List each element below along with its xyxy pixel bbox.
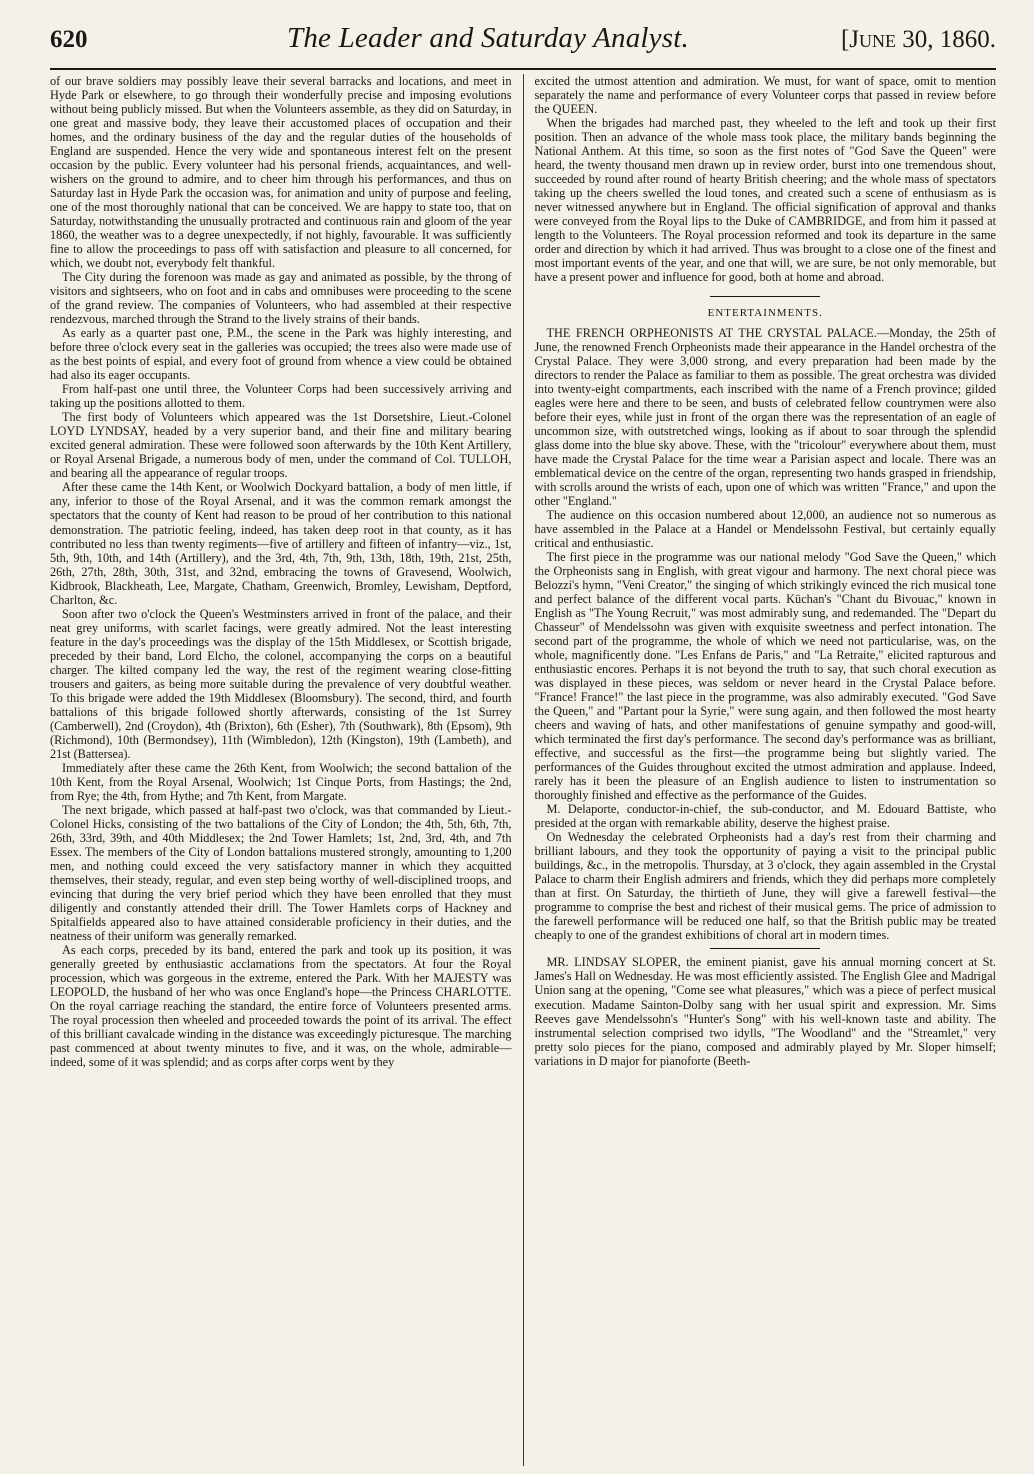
- paragraph: The City during the forenoon was made as gay and animated as possible, by the throng of visitors and sightseers, who on foot and in cabs and omnibuses were proceeding to the scene of the grand review. The companies of Volunteers, who had assembled at their respective rendezvous, marched through the Strand to the lively strains of their bands.: [50, 270, 512, 327]
- section-heading: ENTERTAINMENTS.: [707, 307, 823, 320]
- section-divider: [710, 948, 820, 949]
- paragraph: As each corps, preceded by its band, entered the park and took up its position, it was generally greeted by enthusiastic acclamations from the spectators. At four the Royal procession, which was gorgeous in the extreme, entered the Park. With her MAJESTY was LEOPOLD, the husband of her who was once England's hope—the Princess CHARLOTTE. On the royal carriage reaching the standard, the entire force of Volunteers presented arms. The royal procession then wheeled and proceeded towards the point of its arrival. The effect of this brilliant cavalcade winding in the distance was exceedingly picturesque. The marching past commenced at about twenty minutes to five, and it was, on the whole, admirable—indeed, some of it was splendid; and as corps after corps went by they: [50, 942, 512, 1070]
- paragraph: The next brigade, which passed at half-past two o'clock, was that commanded by Lieut.-Colonel Hicks, consisting of the two battalions of the City of London; the 4th, 5th, 6th, 7th, 26th, 33rd, 39th, and 40th Middlesex; the 2nd Tower Hamlets; 1st, 2nd, 3rd, 4th, and 7th Essex. The members of the City of London battalions mustered strongly, amounting to 1,200 men, and nothing could exceed the very satisfactory manner in which they acquitted themselves, their steady, regular, and even step being worthy of well-disciplined troops, and evincing that during the very brief period which they have been enrolled that they must diligently and constantly attended their drill. The Tower Hamlets corps of Hackney and Spitalfields appeared also to have attained considerable proficiency in their duties, and the neatness of their uniform was generally remarked.: [50, 802, 512, 943]
- paragraph: When the brigades had marched past, they wheeled to the left and took up their first position. Then an advance of the whole mass took place, the military bands beginning the National Anthem. At this time, so soon as the first notes of "God Save the Queen" were heard, the twenty thousand men drawn up in review order, burst into one tremendous shout, succeeded by round after round of hearty British cheering; and the whole mass of spectators taking up the cheers swelled the loud tones, and created such a scene of enthusiasm as is never witnessed anywhere but in England. The official signification of approval and thanks were conveyed from the Royal lips to the Duke of CAMBRIDGE, and from him it passed at length to the Volunteers. The Royal procession reformed and took its departure in the same order and direction by which it had arrived. Thus was brought to a close one of the finest and most important events of the year, and one that will, we are sure, be not only memorable, but have a present power and influence for good, both at home and abroad.: [534, 116, 996, 285]
- paragraph: After these came the 14th Kent, or Woolwich Dockyard battalion, a body of men little, if any, inferior to those of the Royal Arsenal, and it was the common remark amongst the spectators that the county of Kent had reason to be proud of her contribution to this national demonstration. The patriotic feeling, indeed, has taken deep root in that county, as it has contributed no less than twenty regiments—five of artillery and fifteen of infantry—viz., 1st, 5th, 9th, 10th, and 14th (Artillery), and the 3rd, 4th, 7th, 9th, 13th, 18th, 19th, 21st, 25th, 26th, 27th, 28th, 30th, 31st, and 32nd, embracing the towns of Gravesend, Woolwich, Kidbrook, Blackheath, Lee, Margate, Chatham, Greenwich, Bromley, Lewisham, Deptford, Charlton, &c.: [50, 480, 512, 607]
- paragraph: M. Delaporte, conductor-in-chief, the sub-conductor, and M. Edouard Battiste, who presided at the organ with remarkable ability, deserve the highest praise.: [534, 802, 996, 831]
- page-header: [50, 22, 996, 70]
- paragraph: On Wednesday the celebrated Orpheonists had a day's rest from their charming and brilliant labours, and they took the opportunity of paying a visit to the principal public buildings, &c., in the metropolis. Thursday, at 3 o'clock, they again assembled in the Crystal Palace to charm their English admirers and friends, which they did perhaps more completely than at first. On Saturday, the thirtieth of June, they will give a farewell festival—the programme to comprise the best and richest of their musical gems. The price of admission to the farewell performance will be reduced one half, so that the British public may be treated cheaply to one of the grandest exhibitions of choral art in modern times.: [534, 830, 996, 943]
- paragraph: Soon after two o'clock the Queen's Westminsters arrived in front of the palace, and their neat grey uniforms, with scarlet facings, were greatly admired. Not the least interesting feature in the day's proceedings was the display of the 15th Middlesex, or Scottish brigade, preceded by their band, Lord Elcho, the colonel, accompanying the corps on a beautiful charger. The kilted company led the way, the rest of the regiment wearing close-fitting trousers and gaiters, as being more suitable during the prevalence of very doubtful weather. To this brigade were added the 19th Middlesex (Bloomsbury). The second, third, and fourth battalions of this brigade followed shortly afterwards, consisting of the 1st Surrey (Camberwell), 2nd (Croydon), 4th (Brixton), 6th (Esher), 7th (Southwark), 8th (Epsom), 9th (Richmond), 10th (Bermondsey), 11th (Wimbledon), 12th (Kingston), 19th (Lambeth), and 21st (Battersea).: [50, 606, 512, 761]
- running-title: The Leader and Saturday Analyst.: [287, 22, 689, 54]
- paragraph: From half-past one until three, the Volunteer Corps had been successively arriving and taking up the positions allotted to them.: [50, 382, 512, 411]
- paragraph: THE FRENCH ORPHEONISTS AT THE CRYSTAL PALACE.—Monday, the 25th of June, the renowned French Orpheonists made their appearance in the Handel orchestra of the Crystal Palace. They were 3,000 strong, and every preparation had been made by the directors to render the Palace as familiar to them as possible. The great orchestra was divided into twenty-eight compartments, each inscribed with the name of a French province; gilded eagles were here and there to be seen, and busts of celebrated fellow countrymen were also before their eyes, while just in front of the organ there was the representation of an eagle of uncommon size, with outstretched wings, looking as if about to soar through the splendid glass dome into the blue sky above. These, with the "tricolour" everywhere about them, must have made the Crystal Palace for the time wear a Parisian aspect and locale. There was an emblematical device on the centre of the organ, representing two hands grasped in friendship, with scrolls around the wrists of each, upon one of which was written "France," and upon the other "England.": [534, 325, 996, 508]
- paragraph: As early as a quarter past one, P.M., the scene in the Park was highly interesting, and before three o'clock every seat in the galleries was occupied; the trees also were made use of as the best points of espial, and every foot of ground from whence a view could be obtained had also its eager occupants.: [50, 326, 512, 383]
- paragraph: of our brave soldiers may possibly leave their several barracks and locations, and meet in Hyde Park or elsewhere, to go through their wonderfully precise and imposing evolutions without being publicly missed. But when the Volunteers assemble, as they did on Saturday, in one great and massive body, they leave their accustomed places of occupation and their homes, and the ordinary business of the day and the regular duties of the households of England are suspended. Hence the very wide and spontaneous interest felt on the present occasion by the public. Every volunteer had his personal friends, acquaintances, and well-wishers on the ground to admire, and to cheer him through his performances, and thus on Saturday last in Hyde Park the occasion was, for animation and unity of purpose and feeling, one of the most thoroughly national that can be conceived. We are happy to state too, that on Saturday, notwithstanding the unusually protracted and continuous rain and gloom of the year 1860, the weather was to a degree unexpectedly, if not highly, favourable. It was sufficiently fine to allow the proceedings to pass off with satisfaction and pleasure to all concerned, for which, we doubt not, everybody felt thankful.: [50, 74, 512, 271]
- article-columns: [50, 74, 996, 1466]
- paragraph: The first body of Volunteers which appeared was the 1st Dorsetshire, Lieut.-Colonel LOYD LYNDSAY, headed by a very superior band, and their fine and military bearing excited general admiration. These were followed soon afterwards by the 10th Kent Artillery, or Royal Arsenal Brigade, a numerous body of men, under the command of Col. TULLOH, and bearing all the appearance of regular troops.: [50, 410, 512, 481]
- paragraph: Immediately after these came the 26th Kent, from Woolwich; the second battalion of the 10th Kent, from the Royal Arsenal, Woolwich; 1st Cinque Ports, from Hastings; the 2nd, from Rye; the 4th, from Hythe; and 7th Kent, from Margate.: [50, 760, 512, 803]
- right-column: [523, 74, 997, 1466]
- left-column: [50, 74, 523, 1466]
- paragraph: The audience on this occasion numbered about 12,000, an audience not so numerous as have assembled in the Palace at a Handel or Mendelssohn Festival, but certainly equally critical and enthusiastic.: [534, 507, 996, 550]
- page-number: 620: [50, 26, 88, 53]
- paragraph: MR. LINDSAY SLOPER, the eminent pianist, gave his annual morning concert at St. James's Hall on Wednesday. He was most efficiently assisted. The English Glee and Madrigal Union sang at the opening, "Come see what pleasures," which was a piece of perfect musical execution. Madame Sainton-Dolby sang with her usual spirit and expression. Mr. Sims Reeves gave Mendelssohn's "Hunter's Song" with his well-known taste and ability. The instrumental selection comprised two idylls, "The Woodland" and the "Streamlet," very pretty solo pieces for the piano, composed and admirably played by Mr. Sloper himself; variations in D major for pianoforte (Beeth-: [534, 955, 996, 1068]
- issue-date: [June 30, 1860.: [840, 26, 996, 53]
- paragraph: excited the utmost attention and admiration. We must, for want of space, omit to mention separately the name and performance of every Volunteer corps that passed in review before the QUEEN.: [534, 74, 996, 117]
- section-divider: [710, 296, 820, 297]
- paragraph: The first piece in the programme was our national melody "God Save the Queen," which the Orpheonists sang in English, with great vigour and harmony. The next choral piece was Belozzi's hymn, "Veni Creator," the singing of which strikingly evinced the rich musical tone and perfect balance of the different vocal parts. Küchan's "Chant du Bivouac," known in English as "The Young Recruit," was most admirably sung, and redemanded. The "Depart du Chasseur" of Mendelssohn was given with exquisite sweetness and perfect intonation. The second part of the programme, the whole of which we need not particularise, was, on the whole, magnificently done. "Les Enfans de Paris," and "La Retraite," elicited rapturous and enthusiastic encores. Perhaps it is not beyond the truth to say, that such choral execution as was displayed in these pieces, was seldom or never heard in the Crystal Palace before. "France! France!" the last piece in the programme, was also admirably executed. "God Save the Queen," and "Partant pour la Syrie," were sung again, and then followed the most hearty cheers and waving of hats, and other manifestations of genuine sympathy and good-will, which terminated the first day's performance. The second day's performance was as brilliant, effective, and successful as the first—the programme being but slightly varied. The performances of the Guides throughout excited the utmost admiration and applause. Indeed, rarely has it been the pleasure of an English audience to listen to instrumentation so thoroughly finished and effective as the performance of the Guides.: [534, 550, 996, 803]
